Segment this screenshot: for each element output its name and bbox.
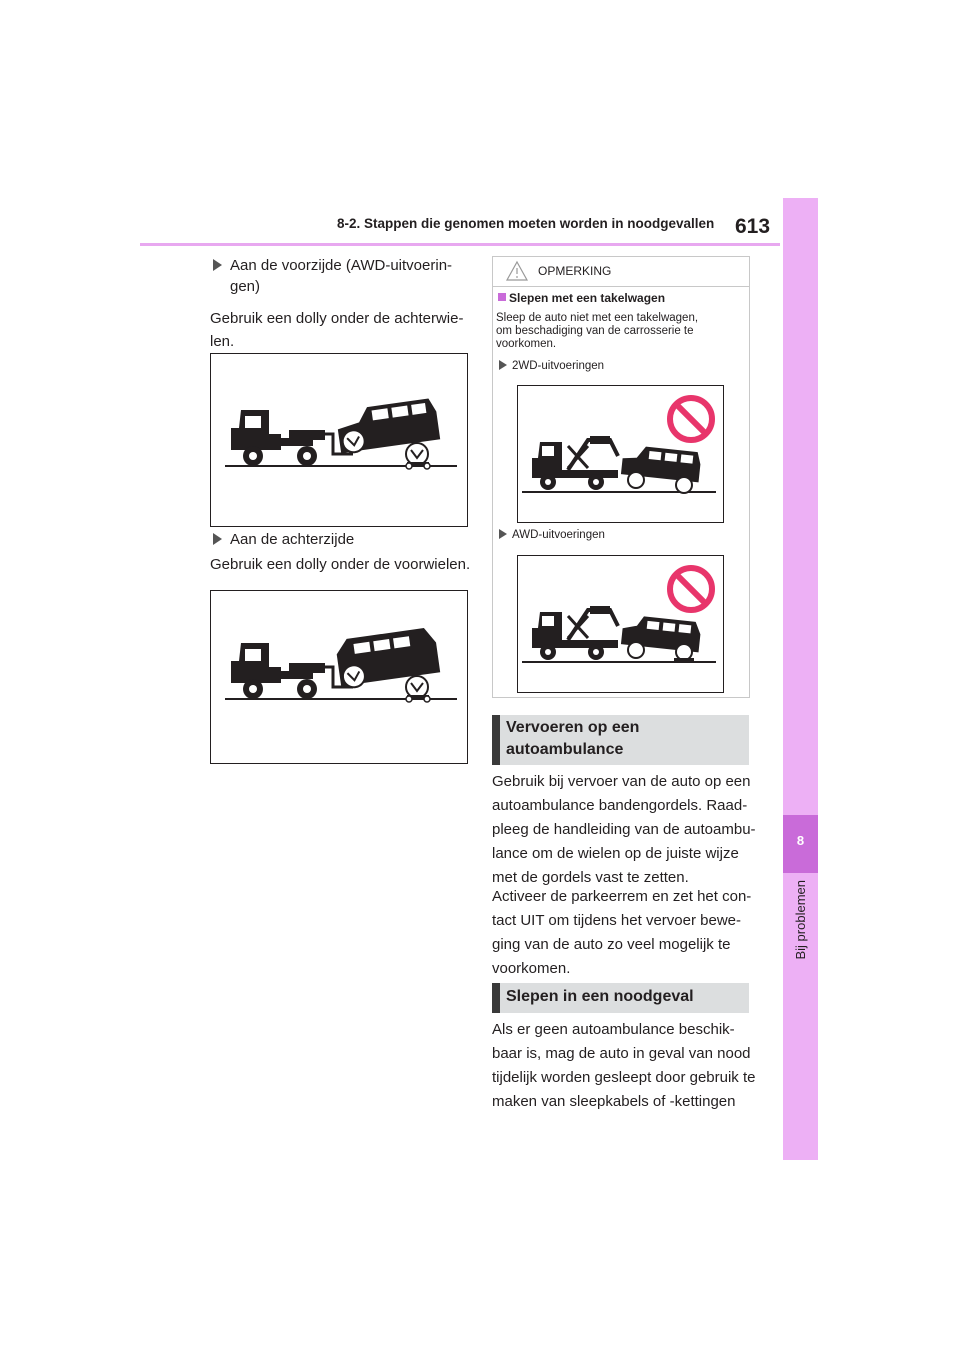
paragraph-line: tijdelijk worden gesleept door gebruik te (492, 1069, 756, 1086)
paragraph-line: met de gordels vast te zetten. (492, 869, 689, 886)
arrow-right-icon (499, 529, 507, 539)
paragraph-line: Als er geen autoambulance beschik- (492, 1021, 735, 1038)
tow-truck-dolly-front-illustration (211, 591, 467, 763)
section-heading-bar (492, 715, 500, 765)
notice-text-line1: Sleep de auto niet met een takelwagen, (496, 312, 699, 324)
figure-front-dolly (210, 353, 468, 527)
notice-item-awd-text: AWD-uitvoeringen (512, 529, 605, 541)
arrow-right-icon (213, 259, 222, 271)
notice-text-line2: om beschadiging van de carrosserie te (496, 325, 694, 337)
notice-text-line3: voorkomen. (496, 338, 557, 350)
section1-paragraph1 (492, 770, 772, 890)
paragraph-line: tact UIT om tijdens het vervoer bewe- (492, 912, 741, 929)
section-heading-line1: Vervoeren op een (506, 719, 640, 736)
chapter-label (783, 880, 818, 1000)
page-number: 613 (735, 215, 771, 238)
notice-item-2wd (499, 360, 604, 373)
paragraph-line: pleeg de handleiding van de autoambu- (492, 821, 756, 838)
warning-triangle-icon (505, 260, 529, 282)
figure-2wd-tow-truck (517, 385, 724, 523)
paragraph-line: baar is, mag de auto in geval van nood (492, 1045, 751, 1062)
figure-rear-dolly (210, 590, 468, 764)
tow-truck-dolly-prohibited-illustration (518, 556, 723, 692)
tow-truck-prohibited-illustration (518, 386, 723, 522)
rear-heading (213, 528, 354, 552)
square-bullet-icon (498, 293, 506, 301)
notice-heading: Slepen met een takelwagen (509, 291, 666, 305)
paragraph-line: Gebruik bij vervoer van de auto op een (492, 773, 751, 790)
paragraph-line: maken van sleepkabels of -kettingen (492, 1093, 736, 1110)
notice-item-2wd-text: 2WD-uitvoeringen (512, 360, 605, 372)
paragraph-line: Activeer de parkeerrem en zet het con- (492, 888, 752, 905)
section2-heading: Slepen in een noodgeval (506, 988, 694, 1005)
figure-awd-tow-truck (517, 555, 724, 693)
rear-text: Gebruik een dolly onder de voorwielen. (210, 556, 471, 573)
arrow-right-icon (499, 360, 507, 370)
front-heading-line2: gen) (230, 278, 261, 295)
chapter-label-text: Bij problemen (793, 880, 808, 960)
front-heading-line1: Aan de voorzijde (AWD-uitvoerin- (230, 257, 453, 274)
section2-paragraph1 (492, 1018, 772, 1114)
rear-heading-text: Aan de achterzijde (230, 531, 355, 548)
header-rule (140, 243, 780, 246)
front-text-line2: len. (210, 333, 235, 350)
notice-item-awd (499, 529, 605, 542)
paragraph-line: autoambulance bandengordels. Raad- (492, 797, 748, 814)
chapter-number: 8 (796, 833, 805, 848)
chapter-tab-strip (783, 198, 818, 1160)
section-heading-line2: autoambulance (506, 741, 624, 758)
section1-paragraph2 (492, 885, 772, 981)
front-text-line1: Gebruik een dolly onder de achterwie- (210, 310, 464, 327)
tow-truck-dolly-rear-illustration (211, 354, 467, 526)
paragraph-line: ging van de auto zo veel mogelijk te (492, 936, 731, 953)
arrow-right-icon (213, 533, 222, 545)
section-heading-bar (492, 983, 500, 1013)
paragraph-line: lance om de wielen op de juiste wijze (492, 845, 739, 862)
paragraph-line: voorkomen. (492, 960, 571, 977)
header-title: 8-2. Stappen die genomen moeten worden in noodgevallen (337, 216, 715, 231)
notice-header (492, 256, 749, 287)
notice-title: OPMERKING (538, 264, 612, 278)
